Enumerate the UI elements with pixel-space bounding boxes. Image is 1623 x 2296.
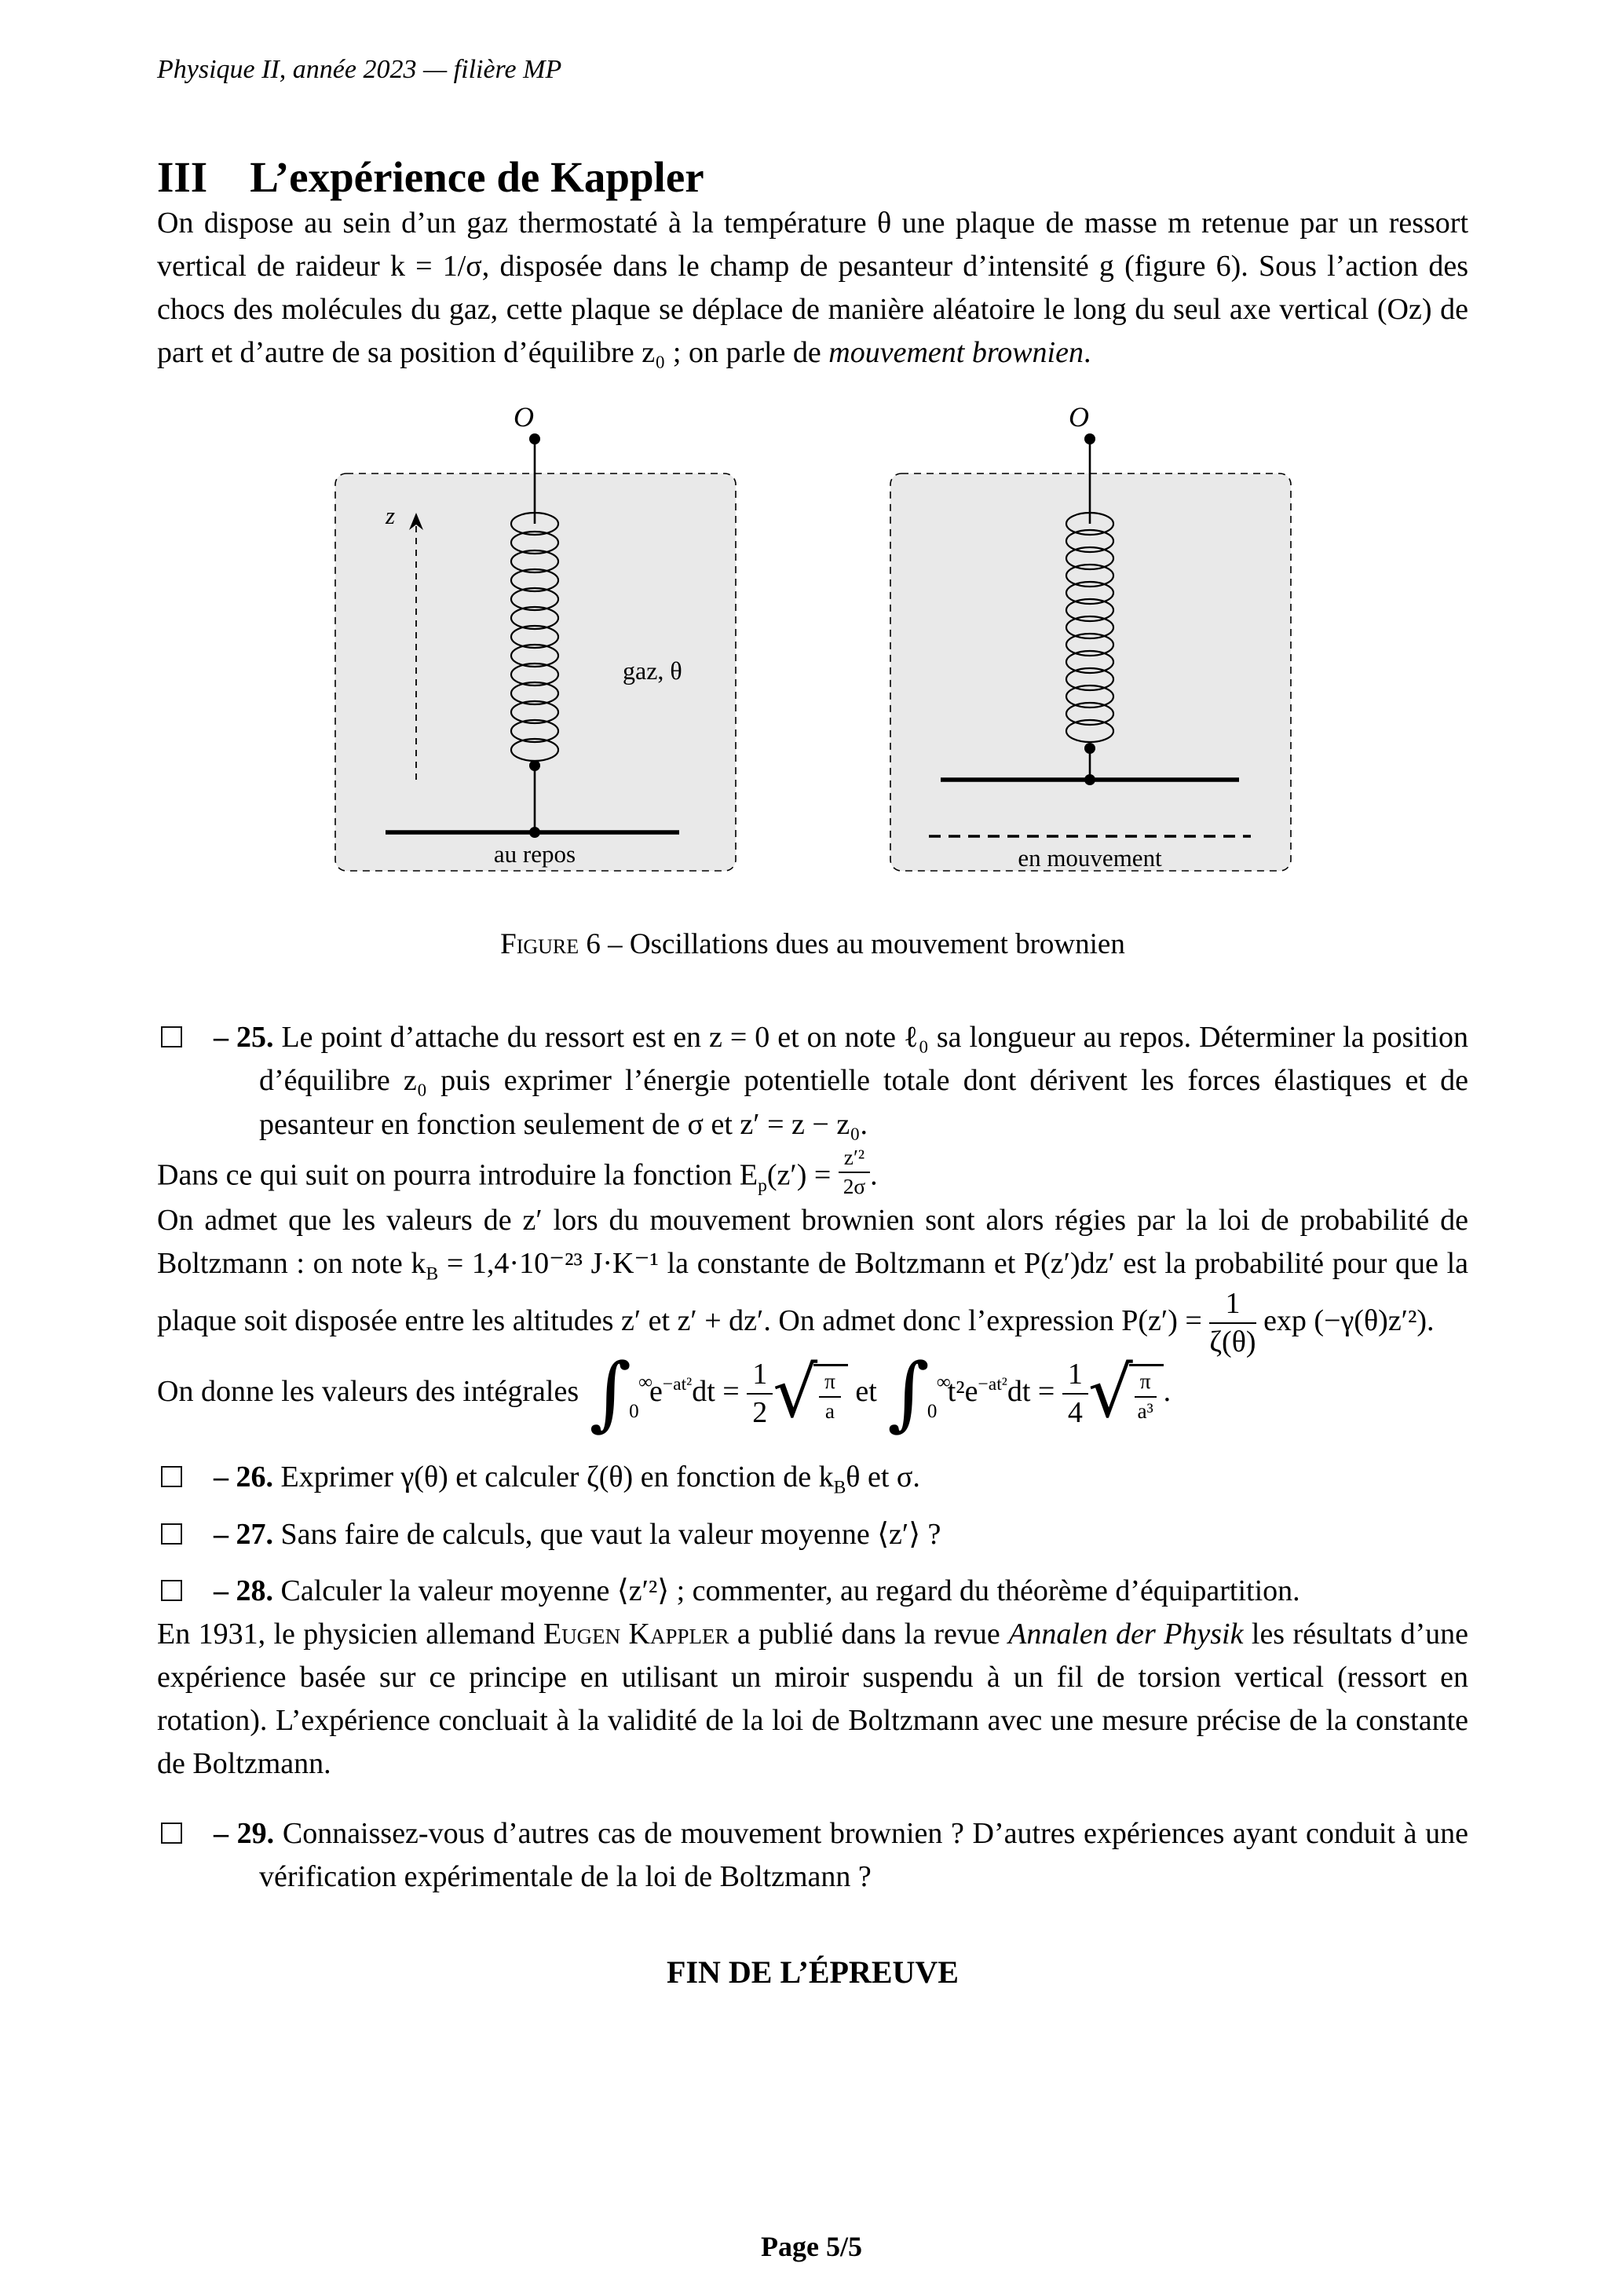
- origin-label: O: [1068, 404, 1089, 433]
- integrand-2-exponent: −at²: [978, 1373, 1007, 1395]
- question-26-number: – 26.: [214, 1460, 273, 1493]
- integral-sign-2: [887, 1347, 951, 1441]
- quarter-fraction-denominator: 4: [1067, 1395, 1083, 1429]
- half-fraction-denominator: 2: [752, 1395, 768, 1429]
- probability-fraction-denominator: ζ(θ): [1209, 1325, 1256, 1358]
- kappler-journal: Annalen der Physik: [1008, 1617, 1244, 1651]
- intro-emphasis: mouvement brownien: [828, 336, 1084, 370]
- ep-subscript: p: [758, 1175, 767, 1196]
- integrals-text-1: On donne les valeurs des intégrales: [157, 1374, 587, 1408]
- ep-text-1: Dans ce qui suit on pourra introduire la fonction E: [157, 1157, 758, 1191]
- question-26: [214, 1456, 1468, 1501]
- figure-caption: [157, 927, 1468, 961]
- integral-upper-limit: ∞: [638, 1372, 652, 1394]
- question-28-number: – 28.: [214, 1574, 273, 1607]
- intro-text-2: .: [1083, 336, 1091, 370]
- ep-text-2: (z′) =: [766, 1157, 839, 1191]
- checkbox-icon: [161, 1026, 182, 1047]
- sqrt-2-fraction: [1135, 1370, 1157, 1423]
- integral-upper-limit: ∞: [936, 1372, 951, 1394]
- question-27: [214, 1513, 1468, 1556]
- boltzmann-text-3: exp (−γ(θ)z′²).: [1256, 1303, 1435, 1337]
- kappler-text-3: les résultats d’une expérience basée sur ce principe en utilisant un miroir suspendu à un fil de torsion vertical (ressort en rotation). L’expérience concluait à la validité de la loi de Boltzmann avec une mesure précise de la constante de Boltzmann.: [157, 1617, 1469, 1780]
- running-header: Physique II, année 2023 — filière MP: [157, 55, 562, 84]
- integrand-1-exponent: −at²: [662, 1373, 693, 1395]
- radical-icon: √: [773, 1351, 818, 1434]
- question-28: [214, 1570, 1468, 1613]
- origin-label: O: [513, 404, 534, 433]
- question-26-subscript: B: [833, 1477, 846, 1498]
- figure-panel-at-rest: [331, 404, 740, 893]
- ep-function-paragraph: [157, 1146, 1468, 1199]
- question-27-number: – 27.: [214, 1518, 273, 1552]
- integrals-text-mid: et: [847, 1374, 885, 1408]
- question-25-text: Le point d’attache du ressort est en z = 0 et on note ℓ₀ sa longueur au repos. Déterminer la position d’équilibre z₀ puis exprimer l’énergie potentielle totale dont dérivent les forces élastiques et de pesanteur en fonction seulement de σ et z′ = z − z₀.: [259, 1021, 1468, 1141]
- checkbox-icon: [161, 1466, 182, 1487]
- question-28-text: Calculer la valeur moyenne ⟨z′²⟩ ; commenter, au regard du théorème d’équipartition.: [280, 1574, 1300, 1607]
- sqrt-1: [773, 1351, 848, 1434]
- question-26-text-2: θ et σ.: [846, 1460, 920, 1493]
- integral-glyph: ∫: [589, 1347, 632, 1441]
- sqrt-2-numerator: π: [1135, 1370, 1157, 1398]
- ep-text-3: .: [870, 1157, 878, 1191]
- boltzmann-paragraph: [157, 1199, 1468, 1358]
- question-29-text: Connaissez-vous d’autres cas de mouvement brownien ? D’autres expériences ayant conduit à une vérification expérimentale de la loi de Boltzmann ?: [259, 1817, 1469, 1894]
- sqrt-1-body: [813, 1364, 848, 1423]
- figure-caption-text: Oscillations dues au mouvement brownien: [629, 928, 1125, 961]
- sqrt-1-fraction: [819, 1370, 841, 1423]
- checkbox-icon: [161, 1580, 182, 1601]
- integral-lower-limit: 0: [629, 1400, 639, 1422]
- sqrt-2-body: [1129, 1364, 1164, 1423]
- checkbox-icon: [161, 1823, 182, 1844]
- kappler-text-1: En 1931, le physicien allemand: [157, 1617, 543, 1651]
- sqrt-1-numerator: π: [819, 1370, 841, 1398]
- sqrt-2: [1087, 1351, 1164, 1434]
- page-number: Page 5/5: [761, 2231, 862, 2262]
- half-fraction-numerator: 1: [747, 1358, 773, 1395]
- section-title: L’expérience de Kappler: [250, 153, 704, 201]
- question-26-text-1: Exprimer γ(θ) et calculer ζ(θ) en fonction de k: [280, 1460, 834, 1493]
- half-fraction: [747, 1358, 773, 1429]
- intro-text-1: On dispose au sein d’un gaz thermostaté à la température θ une plaque de masse m retenue par un ressort vertical de raideur k = 1/σ, disposée dans le champ de pesanteur d’intensité g (figure 6). Sous l’action des chocs des molécules du gaz, cette plaque se déplace de manière aléatoire le long du seul axe vertical (Oz) de part et d’autre de sa position d’équilibre z₀ ; on parle de: [157, 207, 1468, 370]
- question-27-text: Sans faire de calculs, que vaut la valeur moyenne ⟨z′⟩ ?: [280, 1518, 941, 1552]
- quarter-fraction-numerator: 1: [1062, 1358, 1088, 1395]
- integrals-paragraph: [157, 1347, 1468, 1441]
- intro-paragraph: [157, 202, 1468, 375]
- question-29-number: – 29.: [214, 1817, 275, 1851]
- integral-glyph: ∫: [887, 1347, 930, 1441]
- question-25: [214, 1016, 1468, 1146]
- ep-fraction: [839, 1146, 870, 1199]
- checkbox-icon: [161, 1523, 182, 1545]
- integrals-text-end: .: [1163, 1374, 1172, 1408]
- panel-caption-at-rest: au repos: [493, 840, 576, 868]
- figure-caption-label: Figure 6: [500, 928, 601, 961]
- section-number: III: [157, 153, 208, 201]
- panel-caption-moving: en mouvement: [1017, 844, 1162, 872]
- ep-fraction-denominator: 2σ: [843, 1175, 866, 1199]
- end-of-exam: FIN DE L’ÉPREUVE: [667, 1954, 959, 1991]
- quarter-fraction: [1062, 1358, 1088, 1429]
- integrand-2-base: t²e: [947, 1374, 978, 1408]
- figure-caption-sep: –: [600, 928, 630, 961]
- plate-junction-dot: [1084, 774, 1095, 785]
- figure-6: [157, 404, 1468, 893]
- section-heading: [157, 152, 1468, 202]
- kappler-name: Eugen Kappler: [543, 1617, 729, 1651]
- integrand-1-base: e: [649, 1374, 663, 1408]
- integral-1-equals: dt =: [692, 1374, 748, 1408]
- sqrt-2-denominator: a³: [1137, 1398, 1153, 1423]
- sqrt-1-denominator: a: [824, 1398, 835, 1423]
- figure-panel-moving: [886, 404, 1296, 893]
- z-axis-label: z: [385, 502, 395, 530]
- question-25-number: – 25.: [214, 1021, 274, 1055]
- integral-lower-limit: 0: [927, 1400, 938, 1422]
- integral-2-equals: dt =: [1007, 1374, 1062, 1408]
- probability-fraction-numerator: 1: [1209, 1288, 1256, 1324]
- boltzmann-text-2: = 1,4·10⁻²³ J·K⁻¹ la constante de Boltzmann et P(z′)dz′ est la probabilité pour que la plaque soit disposée entre les altitudes z′ et z′ + dz′. On admet donc l’expression P(z′) =: [157, 1246, 1468, 1337]
- radical-icon: √: [1087, 1351, 1133, 1434]
- gas-label: gaz, θ: [622, 656, 682, 686]
- question-29: [214, 1812, 1469, 1899]
- ep-fraction-numerator: z′²: [839, 1146, 870, 1174]
- integral-limits: [927, 1369, 951, 1422]
- plate-junction-dot: [529, 827, 540, 838]
- boltzmann-text-1: On admet que les valeurs de z′ lors du mouvement brownien sont alors régies par la loi de probabilité de Boltzmann : on note k: [157, 1203, 1468, 1280]
- probability-fraction: [1209, 1288, 1256, 1358]
- integral-sign-1: [589, 1347, 652, 1441]
- kappler-paragraph: [157, 1613, 1468, 1786]
- integral-limits: [629, 1369, 652, 1422]
- kappler-text-2: a publié dans la revue: [729, 1617, 1009, 1651]
- boltzmann-constant-subscript: B: [426, 1263, 439, 1285]
